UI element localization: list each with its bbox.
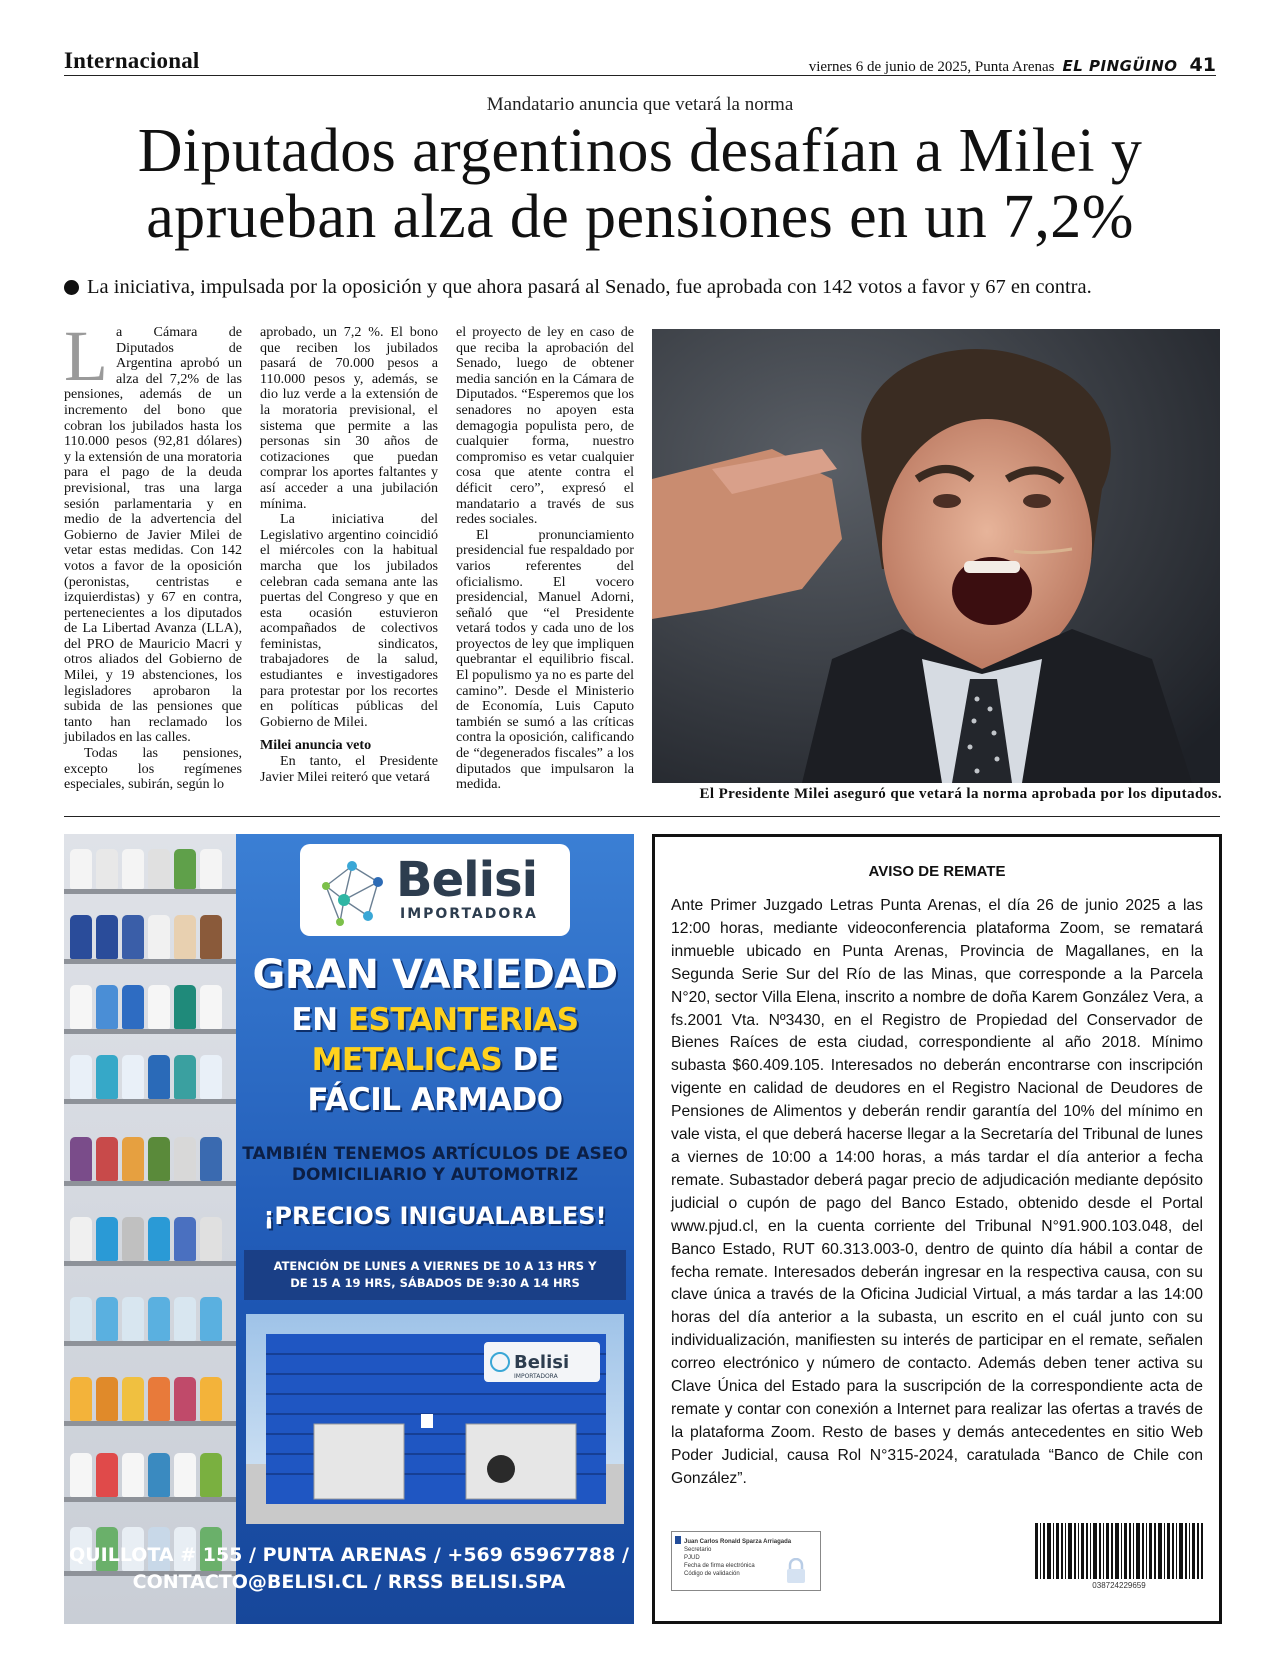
bullet-icon [64, 280, 79, 295]
article-deck [64, 276, 1220, 299]
contact-line-1: QUILLOTA # 155 / PUNTA ARENAS / +569 65967788 / [69, 1544, 629, 1566]
lock-icon [784, 1558, 808, 1584]
ad-line-3-a: METALICAS [311, 1042, 503, 1078]
president-portrait-image [652, 329, 1220, 783]
headline-line-2: aprueban alza de pensiones en un 7,2% [146, 183, 1134, 251]
article-photo [652, 329, 1220, 783]
barcode-image [1035, 1523, 1203, 1579]
network-globe-icon [316, 856, 388, 928]
shelf-row [64, 1134, 236, 1186]
paragraph: La iniciativa del Legislativo argentino coincidió el miércoles con la habitual marcha que los jubilados celebran cada semana ante las puertas del Congreso y que en esta ocasión estuvieron acompañados de colectivos feministas, sindicatos, trabajadores de la salud, estudiantes e investigadores para protestar por los recortes en políticas públicas del Gobierno de Milei. [260, 511, 438, 730]
ad-line-2 [236, 1000, 634, 1040]
logo-name: Belisi [396, 852, 538, 908]
paragraph: El pronunciamiento presidencial fue respaldado por varios referentes del oficialismo. El vocero presidencial, Manuel Adorni, señaló que “el Presidente vetará todos y cada uno de los proyectos de ley que impliquen quebrantar el equilibrio fiscal. El populismo ya no es parte del camino”. Desde el Ministerio de Economía, Luis Caputo también se sumó a las críticas contra la oposición, calificando de “degenerados fiscales” a los diputados que impulsaron la medida. [456, 526, 634, 793]
signer-org: PJUD [684, 1555, 700, 1561]
shelves-photo [64, 834, 236, 1624]
article-column-2 [260, 325, 438, 805]
shelf-row [64, 1214, 236, 1266]
article-column-3 [456, 325, 634, 805]
paragraph: Todas las pensiones, excepto los regímenes especiales, subirán, según lo [64, 745, 242, 793]
electronic-signature-box [671, 1531, 821, 1591]
drop-cap: L [64, 316, 108, 396]
ad-headline: GRAN VARIEDAD [252, 952, 618, 998]
ad-line-4: FÁCIL ARMADO [307, 1082, 563, 1118]
contact-line-2: CONTACTO@BELISI.CL / RRSS BELISI.SPA [132, 1571, 566, 1593]
paragraph: aprobado, un 7,2 %. El bono que reciben los jubilados pasará de 70.000 pesos a 110.000 pesos y, además, se dio luz verde a la extensión de la moratoria previsional, el sistema que permite a las personas sin 30 años de cotizaciones que puedan comprar los aportes faltantes y así acceder a una jubilación mínima. [260, 324, 438, 512]
signer-name: Juan Carlos Ronald Sparza Arriagada [684, 1539, 792, 1545]
pjud-mark-icon [675, 1536, 681, 1544]
notice-title: AVISO DE REMATE [868, 863, 1006, 880]
shelf-row [64, 982, 236, 1034]
paragraph: el proyecto de ley en caso de que reciba la aprobación del Senado, luego de obtener media sanción en la Cámara de Diputados. “Esperemos que los senadores no apoyen esta demagogia populista pero, de cualquier forma, nuestro compromiso es vetar cualquier cosa que atente contra el déficit cero”, expresó el mandatario a través de sus redes sociales. [456, 324, 634, 528]
signer-note: Fecha de firma electrónica [684, 1563, 755, 1569]
newspaper-brand: EL PINGÜINO [1062, 57, 1178, 75]
shelf-row [64, 1374, 236, 1426]
dateline: viernes 6 de junio de 2025, Punta Arenas [808, 59, 1055, 75]
ad-line-2-b: ESTANTERIAS [347, 1002, 579, 1038]
shelf-row [64, 1052, 236, 1104]
shelf-row [64, 1294, 236, 1346]
shelf-row [64, 842, 236, 894]
article-column-1 [64, 316, 242, 805]
paragraph: a Cámara de Diputados de Argentina aprobó un alza del 7,2% de las pensiones, además de un incremento del bono que cobran los jubilados hasta los 110.000 pesos (92,81 dólares) y la extensión de una moratoria para el pago de la deuda previsional, tras una larga sesión parlamentaria y en medio de la advertencia del Gobierno de Javier Milei de vetar estas medidas. Con 142 votos a favor de la oposición (peronistas, centristas e izquierdistas) y 67 en contra, pertenecientes a los diputados de La Libertad Avanza (LLA), del PRO de Mauricio Macri y otros aliados del Gobierno de Milei, y 19 abstenciones, los legisladores aprobaron la subida de las pensiones que tanto han reclamado los jubilados en las calles. [64, 324, 242, 746]
ad-sub-line-1: TAMBIÉN TENEMOS ARTÍCULOS DE ASEO [242, 1144, 628, 1164]
store-sign-name: Belisi [514, 1352, 570, 1373]
section-name: Internacional [64, 48, 200, 73]
paragraph: En tanto, el Presidente Javier Milei reiteró que vetará [260, 753, 438, 785]
storefront-photo [246, 1314, 624, 1524]
hours-line-1: ATENCIÓN DE LUNES A VIERNES DE 10 A 13 HRS Y [273, 1259, 597, 1273]
storefront-image [246, 1314, 624, 1524]
article-kicker: Mandatario anuncia que vetará la norma [486, 94, 794, 115]
ad-sub-line-2: DOMICILIARIO Y AUTOMOTRIZ [291, 1165, 579, 1185]
auction-notice [652, 834, 1222, 1624]
ad-line-2-a: EN [291, 1002, 348, 1038]
logo-subtitle: IMPORTADORA [400, 906, 538, 922]
header-meta [809, 54, 1216, 76]
article-headline [70, 118, 1210, 250]
hours-line-2: DE 15 A 19 HRS, SÁBADOS DE 9:30 A 14 HRS [290, 1276, 580, 1290]
ad-line-3 [236, 1040, 634, 1080]
page-number: 41 [1189, 54, 1216, 76]
headline-line-1: Diputados argentinos desafían a Milei y [137, 117, 1143, 185]
ad-prices: ¡PRECIOS INIGUALABLES! [263, 1202, 607, 1230]
deck-text: La iniciativa, impulsada por la oposición y que ahora pasará al Senado, fue aprobada con 142 votos a favor y 67 en contra. [87, 276, 1092, 298]
shelf-row [64, 912, 236, 964]
shelf-row [64, 1450, 236, 1502]
ad-main-panel [236, 834, 634, 1624]
belisi-logo [300, 844, 570, 936]
belisi-advertisement [64, 834, 634, 1624]
notice-body: Ante Primer Juzgado Letras Punta Arenas, el día 26 de junio 2025 a las 12:00 horas, mediante videoconferencia plataforma Zoom, se rematará inmueble ubicado en Punta Arenas, Provincia de Magallanes, en la Segunda Serie Sur del Río de las Minas, que corresponde a la Parcela N°20, sector Villa Elena, inscrito a nombre de doña Karem González Vera, a fs.2001 Vta. Nº3430, en el Registro de Propiedad del Conservador de Bienes Raíces de esta ciudad, correspondiente al año 2018. Mínimo subasta $60.409.105. Interesados no deberán encontrarse con inscripción vigente en calidad de deudores en el Registro Nacional de Deudores de Pensiones de Alimentos y deberán rendir garantía del 10% del mínimo en vale vista, el que deberá hacerse llegar a la Secretaría del Tribunal de lunes a viernes de 10:00 a 14:00 horas, a más tardar el día anterior a fecha remate. Subastador deberá pagar precio de adjudicación mediante depósito judicial o cupón de pago del Banco Estado, obtenido desde el Portal www.pjud.cl, en la cuenta corriente del Tribunal N°91.900.103.048, del Banco Estado, RUT 60.313.003-0, dentro de quinto día hábil a contar de fecha remate. Interesados deberán ingresar en la respectiva causa, con su clave única a través de la Oficina Judicial Virtual, a más tardar a las 14:00 horas del día anterior a la subasta, un escrito en el cuál junto con su individualización, manifiesten su interés de participar en el remate, señalen correo electrónico y número de contacto. Además deben tener activa su Clave Única del Estado para la suscripción de la correspondiente acta de remate y contar con conexión a Internet para realizar las ofertas a través de la plataforma Zoom. Resto de bases y demás antecedentes en sitio Web Poder Judicial, causa Rol N°315-2024, caratulada “Banco de Chile con González”. [671, 897, 1203, 1487]
article-body [64, 316, 634, 805]
ad-contact [64, 1542, 634, 1596]
barcode-number: 038724229659 [1092, 1581, 1146, 1590]
ad-subline [236, 1144, 634, 1186]
ad-opening-hours [244, 1250, 626, 1300]
signer-role: Secretario [684, 1547, 712, 1553]
signer-code: Código de validación [684, 1571, 740, 1577]
page-header [64, 48, 1216, 76]
photo-caption: El Presidente Milei aseguró que vetará la norma aprobada por los diputados. [699, 786, 1222, 802]
store-sign-sub: IMPORTADORA [514, 1373, 558, 1380]
section-divider [64, 816, 1220, 817]
article-subhead: Milei anuncia veto [260, 737, 372, 754]
ad-line-3-b: DE [502, 1042, 559, 1078]
